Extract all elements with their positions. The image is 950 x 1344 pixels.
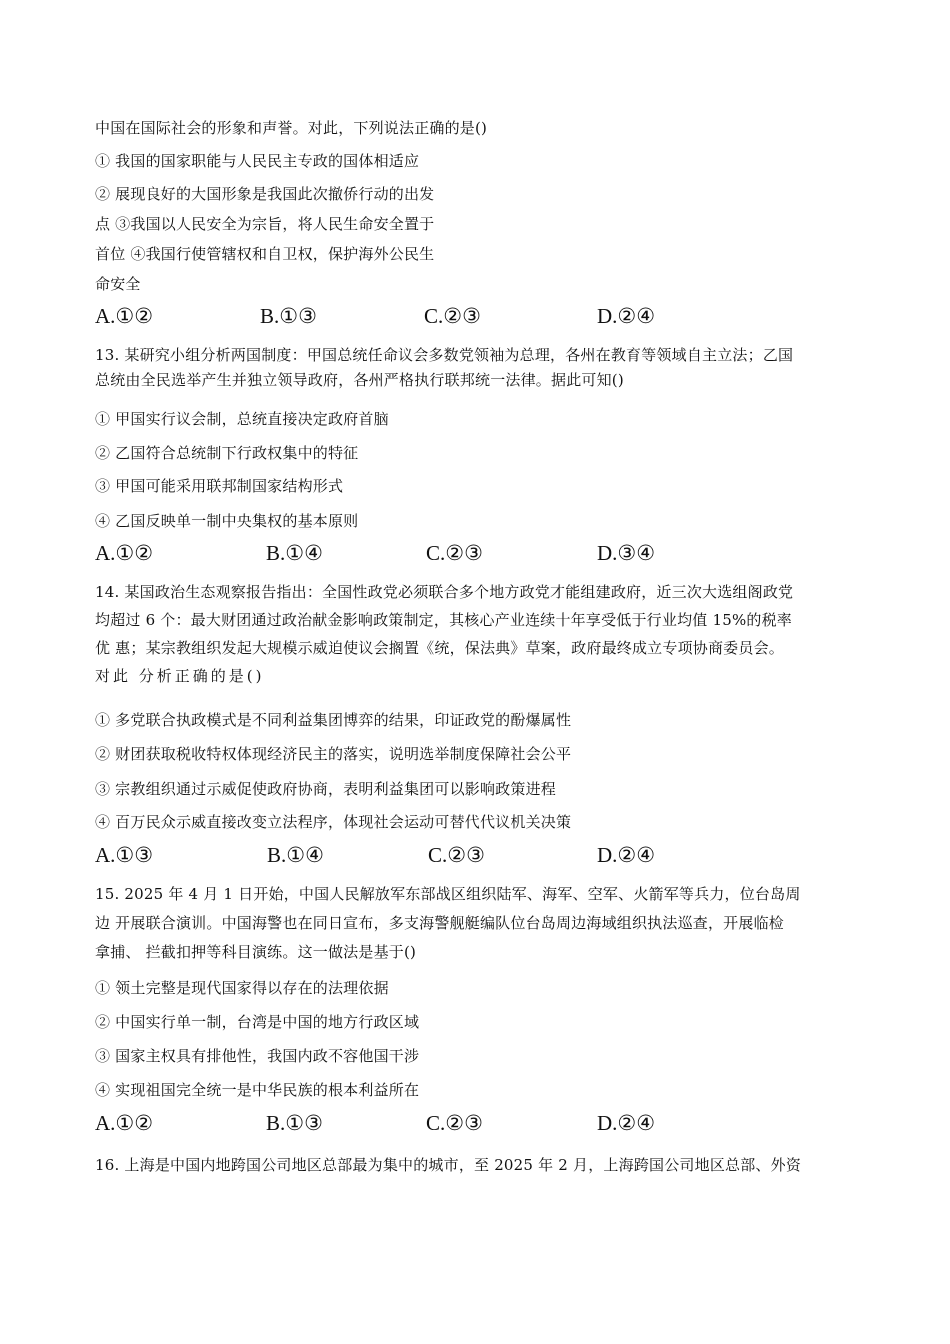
q14-option-a[interactable]: A.①③: [95, 843, 154, 867]
q13-option-c[interactable]: C.②③: [426, 541, 483, 565]
q15-statement-2: ② 中国实行单一制，台湾是中国的地方行政区域: [95, 1013, 420, 1031]
q12-statement-1: ① 我国的国家职能与人民民主专政的国体相适应: [95, 152, 420, 170]
q15-statement-4: ④ 实现祖国完全统一是中华民族的根本利益所在: [95, 1081, 420, 1099]
q12-stem: 中国在国际社会的形象和声誉。对此，下列说法正确的是(): [95, 119, 488, 137]
q12-option-d[interactable]: D.②④: [597, 304, 656, 328]
q14-statement-3: ③ 宗教组织通过示威促使政府协商，表明利益集团可以影响政策进程: [95, 780, 556, 798]
q13-stem-line-2: 总统由全民选举产生并独立领导政府，各州严格执行联邦统一法律。据此可知(): [95, 371, 624, 389]
q14-option-c[interactable]: C.②③: [428, 843, 485, 867]
q15-stem-line-2: 边 开展联合演训。中国海警也在同日宣布，多支海警舰艇编队位台岛周边海域组织执法巡查，开展临检: [95, 914, 784, 932]
q15-stem-line-1: 15. 2025 年 4 月 1 日开始，中国人民解放军东部战区组织陆军、海军、空军、火箭军等兵力，位台岛周: [95, 885, 801, 903]
q14-stem-line-4: 对此 分析正确的是(): [95, 667, 265, 685]
q12-option-b[interactable]: B.①③: [260, 304, 317, 328]
q14-option-d[interactable]: D.②④: [597, 843, 656, 867]
q13-stem-line-1: 13. 某研究小组分析两国制度：甲国总统任命议会多数党领袖为总理，各州在教育等领域自主立法；乙国: [95, 346, 794, 364]
q13-statement-1: ① 甲国实行议会制，总统直接决定政府首脑: [95, 410, 389, 428]
q12-statement-end: 命安全: [95, 275, 141, 293]
q15-option-a[interactable]: A.①②: [95, 1111, 154, 1135]
q13-option-d[interactable]: D.③④: [597, 541, 656, 565]
q13-statement-3: ③ 甲国可能采用联邦制国家结构形式: [95, 477, 344, 495]
q15-statement-1: ① 领土完整是现代国家得以存在的法理依据: [95, 979, 389, 997]
q15-option-c[interactable]: C.②③: [426, 1111, 483, 1135]
q16-stem-line-1: 16. 上海是中国内地跨国公司地区总部最为集中的城市，至 2025 年 2 月，上海跨国公司地区总部、外资: [95, 1156, 802, 1174]
q15-statement-3: ③ 国家主权具有排他性，我国内政不容他国干涉: [95, 1047, 420, 1065]
q12-statement-4: 首位 ④我国行使管辖权和自卫权，保护海外公民生: [95, 245, 435, 263]
q15-option-b[interactable]: B.①③: [266, 1111, 323, 1135]
q13-option-a[interactable]: A.①②: [95, 541, 154, 565]
q12-statement-2: ② 展现良好的大国形象是我国此次撤侨行动的出发: [95, 185, 435, 203]
q13-statement-4: ④ 乙国反映单一制中央集权的基本原则: [95, 512, 359, 530]
q12-option-a[interactable]: A.①②: [95, 304, 154, 328]
q14-stem-line-1: 14. 某国政治生态观察报告指出：全国性政党必须联合多个地方政党才能组建政府，近三次大选组阁政党: [95, 583, 794, 601]
q12-option-c[interactable]: C.②③: [424, 304, 481, 328]
q13-option-b[interactable]: B.①④: [266, 541, 323, 565]
q12-statement-3: 点 ③我国以人民安全为宗旨，将人民生命安全置于: [95, 215, 435, 233]
q14-statement-4: ④ 百万民众示威直接改变立法程序，体现社会运动可替代代议机关决策: [95, 813, 572, 831]
q14-option-b[interactable]: B.①④: [267, 843, 324, 867]
q15-option-d[interactable]: D.②④: [597, 1111, 656, 1135]
q14-stem-line-3: 优 惠；某宗教组织发起大规模示威迫使议会搁置《统，保法典》草案，政府最终成立专项协商委员会。: [95, 639, 784, 657]
q14-statement-2: ② 财团获取税收特权体现经济民主的落实，说明选举制度保障社会公平: [95, 745, 572, 763]
q15-stem-line-3: 拿捕、 拦截扣押等科目演练。这一做法是基于(): [95, 943, 417, 961]
q14-stem-line-2: 均超过 6 个：最大财团通过政治献金影响政策制定，其核心产业连续十年享受低于行业均值 15%的税率: [95, 611, 792, 629]
q14-statement-1: ① 多党联合执政模式是不同利益集团博弈的结果，印证政党的酚爆属性: [95, 711, 572, 729]
q13-statement-2: ② 乙国符合总统制下行政权集中的特征: [95, 444, 359, 462]
